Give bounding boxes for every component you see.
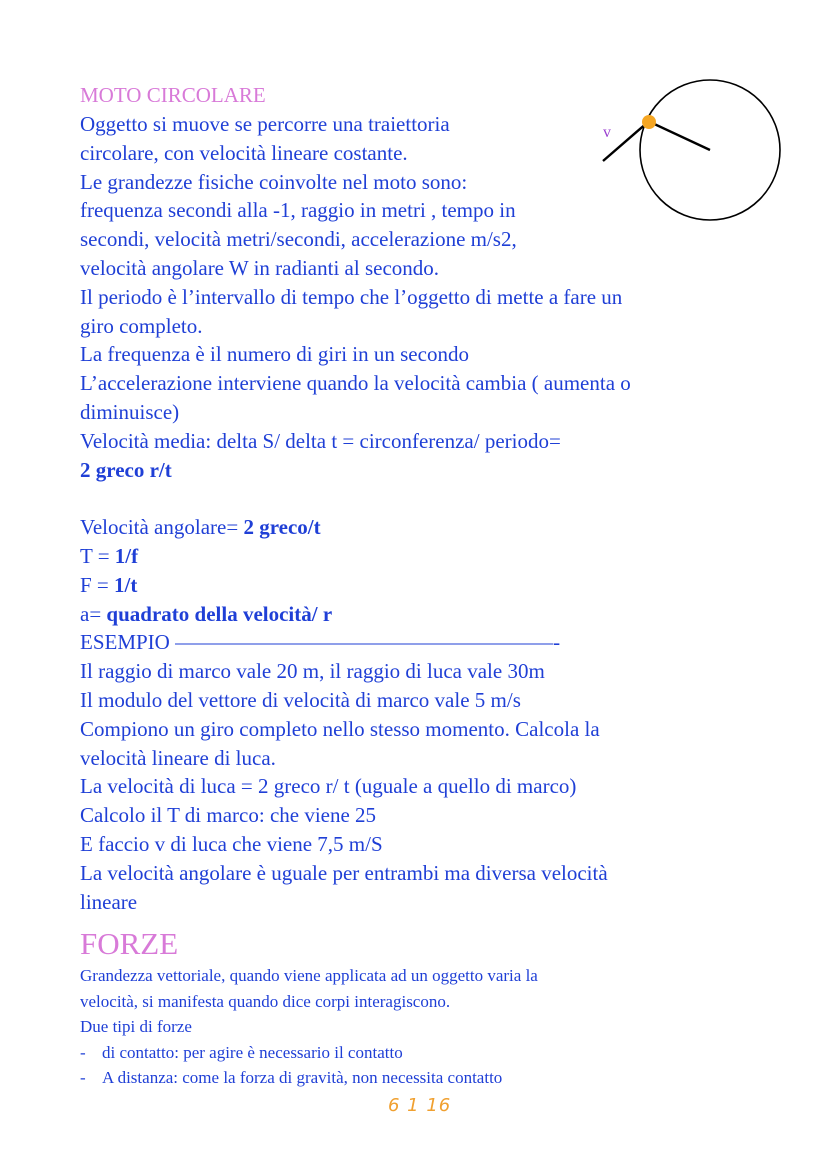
list-item-text: di contatto: per agire è necessario il contatto	[102, 1042, 403, 1062]
formula-value: 1/f	[114, 543, 139, 568]
formula-label: Velocità angolare=	[80, 515, 244, 540]
text-line: circolare, con velocità lineare costante.	[80, 140, 408, 165]
text-line: Due tipi di forze	[80, 1017, 192, 1036]
forze-heading: FORZE	[80, 926, 179, 961]
formula-value: quadrato della velocità/ r	[106, 601, 333, 626]
text-line: Il raggio di marco vale 20 m, il raggio di luca vale 30m	[80, 659, 545, 684]
text-line: secondi, velocità metri/secondi, accelerazione m/s2,	[80, 227, 517, 252]
text-line: frequenza secondi alla -1, raggio in metri , tempo in	[80, 198, 516, 223]
blank-line	[80, 484, 770, 513]
text-line: La velocità angolare è uguale per entrambi ma diversa velocità	[80, 860, 608, 885]
page-number: 6 1 16	[388, 1095, 452, 1116]
text-line: velocità lineare di luca.	[80, 745, 276, 770]
text-line: Il periodo è l’intervallo di tempo che l’oggetto di mette a fare un	[80, 284, 623, 309]
text-line: Velocità media: delta S/ delta t = circonferenza/ periodo=	[80, 428, 561, 453]
list-item-text: A distanza: come la forza di gravità, non necessita contatto	[102, 1068, 503, 1087]
formula-label: F =	[80, 572, 115, 597]
text-line: giro completo.	[80, 313, 203, 338]
text-line: velocità angolare W in radianti al secondo.	[80, 255, 440, 280]
text-line: velocità, si manifesta quando dice corpi interagiscono.	[80, 991, 451, 1011]
text-line: E faccio v di luca che viene 7,5 m/S	[80, 831, 383, 856]
formula-value: 1/t	[114, 572, 138, 597]
formula-angular-velocity	[80, 513, 770, 542]
text-line: Grandezza vettoriale, quando viene applicata ad un oggetto varia la	[80, 966, 538, 985]
text-line: Il modulo del vettore di velocità di marco vale 5 m/s	[80, 687, 521, 712]
formula-label: a=	[80, 601, 107, 626]
text-line: La frequenza è il numero di giri in un secondo	[80, 342, 469, 367]
text-line: Calcolo il T di marco: che viene 25	[80, 803, 377, 828]
list-item	[80, 1040, 770, 1066]
formula-value: 2 greco/t	[243, 515, 321, 540]
moto-body	[80, 110, 770, 916]
formula-label: T =	[80, 543, 115, 568]
text-line: diminuisce)	[80, 399, 180, 424]
list-dash: -	[80, 1068, 86, 1087]
forze-body	[80, 963, 770, 1091]
moto-circolare-heading: MOTO CIRCOLARE	[80, 83, 266, 107]
list-dash: -	[80, 1042, 86, 1062]
formula-period	[80, 542, 770, 571]
text-line: La velocità di luca = 2 greco r/ t (uguale a quello di marco)	[80, 774, 577, 799]
list-item	[80, 1065, 770, 1091]
text-line: Oggetto si muove se percorre una traiettoria	[80, 112, 450, 136]
esempio-label: ESEMPIO ——————————————————-	[80, 630, 561, 655]
text-line: Le grandezze fisiche coinvolte nel moto sono:	[80, 169, 468, 194]
formula-acceleration	[80, 600, 770, 629]
text-line: lineare	[80, 889, 138, 914]
text-line: L’accelerazione interviene quando la velocità cambia ( aumenta o	[80, 371, 631, 396]
formula-frequency	[80, 571, 770, 600]
text-line: Compiono un giro completo nello stesso momento. Calcola la	[80, 716, 600, 741]
velocity-label: v	[603, 124, 611, 141]
formula-average-velocity: 2 greco r/t	[80, 457, 172, 482]
